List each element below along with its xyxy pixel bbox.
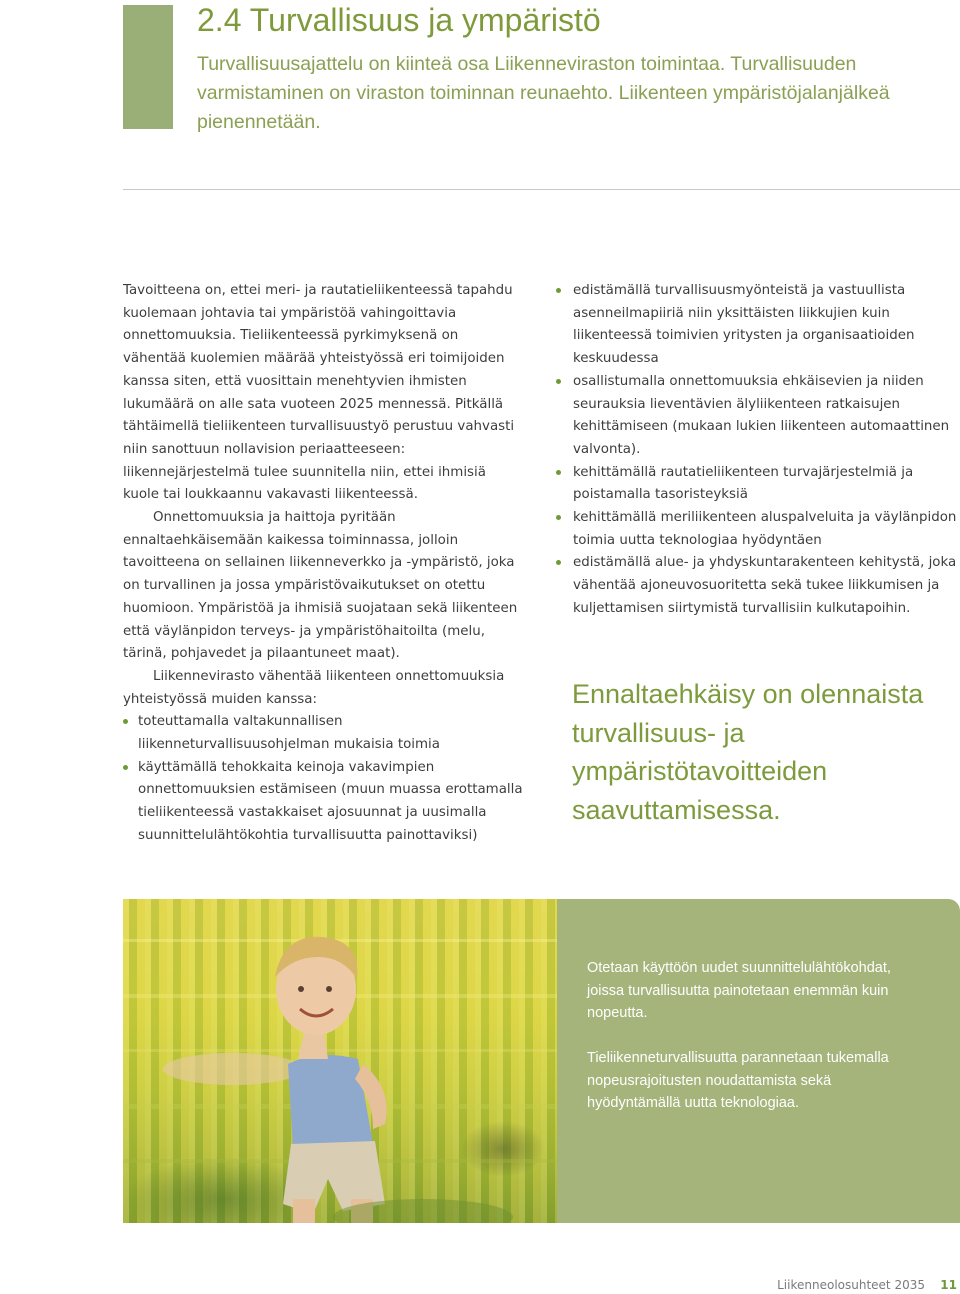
info-panel [557,899,960,1223]
bullet-list [123,711,523,847]
body-paragraph: Liikennevirasto vähentää liikenteen onnettomuuksia yhteistyössä muiden kanssa: [123,668,505,707]
footer-page-number: 11 [940,1278,957,1292]
list-item [123,711,523,756]
bullet-list [556,280,960,621]
body-paragraph: Onnettomuuksia ja haittoja pyritään ennaltaehkäisemään kaikessa toiminnassa, jolloin tavoitteena on sellainen liikenneverkko ja -ympäristö, joka on turvallinen ja jossa ympäristövaikutukset on otettu huomioon. Ympäristöä ja ihmisiä suojataan sekä liikenteen että väylänpidon terveys- ja ympäristöhaitoilta (melu, tärinä, pohjavedet ja pilaantuneet maat). [123,510,518,662]
section-divider [123,189,960,190]
bullet-icon [123,765,128,770]
list-item-text: kehittämällä meriliikenteen aluspalveluita ja väylänpidon toimia uutta teknologiaa hyödyntäen [573,510,957,548]
list-item [556,552,960,620]
list-item-text: käyttämällä tehokkaita keinoja vakavimpien onnettomuuksien estämiseen (muun muassa erottamalla tieliikenteessä vastakkaiset ajosuunnat ja uusimalla suunnittelulähtökohtia turvallisuutta painottaviksi) [138,759,523,843]
bullet-icon [556,560,561,565]
list-item-text: edistämällä turvallisuusmyönteistä ja vastuullista asenneilmapiiriä niin yksittäisten liikkujien kuin liikenteessä toimivien yritysten ja organisaatioiden keskuudessa [573,283,915,367]
list-item [556,280,960,371]
list-item [556,371,960,462]
list-item-text: toteuttamalla valtakunnallisen liikenneturvallisuusohjelman mukaisia toimia [138,714,440,753]
left-column [123,280,523,848]
body-paragraph: Tavoitteena on, ettei meri- ja rautatieliikenteessä tapahdu kuolemaan johtavia tai ympäristöä vahingoittavia onnettomuuksia. Tieliikenteessä pyrkimyksenä on vähentää kuolemien määrää yhteistyössä eri toimijoiden kanssa siten, että vuosittain menehtyvien ihmisten lukumäärä on alle sata vuoteen 2025 mennessä. Pitkällä tähtäimellä tieliikenteen turvallisuustyö perustuu vahvasti niin sanottuun nollavision periaatteeseen: liikennejärjestelmä tulee suunnitella niin, ettei ihmisiä kuole tai loukkaannu vakavasti liikenteessä. [123,283,515,503]
info-panel-text: Tieliikenneturvallisuutta parannetaan tukemalla nopeusrajoitusten noudattamista sekä hyödyntämällä uutta teknologiaa. [587,1050,889,1112]
pull-quote: Ennaltaehkäisy on olennaista turvallisuus- ja ympäristötavoitteiden saavuttamisessa. [572,679,924,825]
bullet-icon [556,288,561,293]
bullet-icon [123,719,128,724]
bullet-icon [556,379,561,384]
list-item [556,507,960,552]
photo-running-boy [123,899,557,1223]
section-heading: 2.4 Turvallisuus ja ympäristö [197,2,601,38]
list-item-text: kehittämällä rautatieliikenteen turvajärjestelmiä ja poistamalla tasoristeyksiä [573,464,914,503]
list-item [123,757,523,848]
bullet-icon [556,515,561,520]
heading-accent-block [123,5,173,129]
bullet-icon [556,470,561,475]
list-item-text: osallistumalla onnettomuuksia ehkäisevien ja niiden seurauksia lieventävien älyliikenteen ratkaisujen kehittämiseen (mukaan lukien liikenteen automaattinen valvonta). [573,373,950,457]
footer-publication-title: Liikenneolosuhteet 2035 [777,1278,925,1292]
right-column [556,280,960,621]
photo-illustration [123,899,557,1223]
info-panel-text: Otetaan käyttöön uudet suunnittelulähtökohdat, joissa turvallisuutta painotetaan enemmän kuin nopeutta. [587,960,891,1022]
list-item-text: edistämällä alue- ja yhdyskuntarakenteen kehitystä, joka vähentää ajoneuvosuoritetta sekä tukee liikkumisen ja kuljettamisen siirtymistä turvallisiin kulkutapoihin. [573,555,957,616]
list-item [556,462,960,507]
section-intro: Turvallisuusajattelu on kiinteä osa Liikenneviraston toimintaa. Turvallisuuden varmistaminen on viraston toiminnan reunaehto. Liikenteen ympäristöjalanjälkeä pienennetään. [197,53,890,133]
